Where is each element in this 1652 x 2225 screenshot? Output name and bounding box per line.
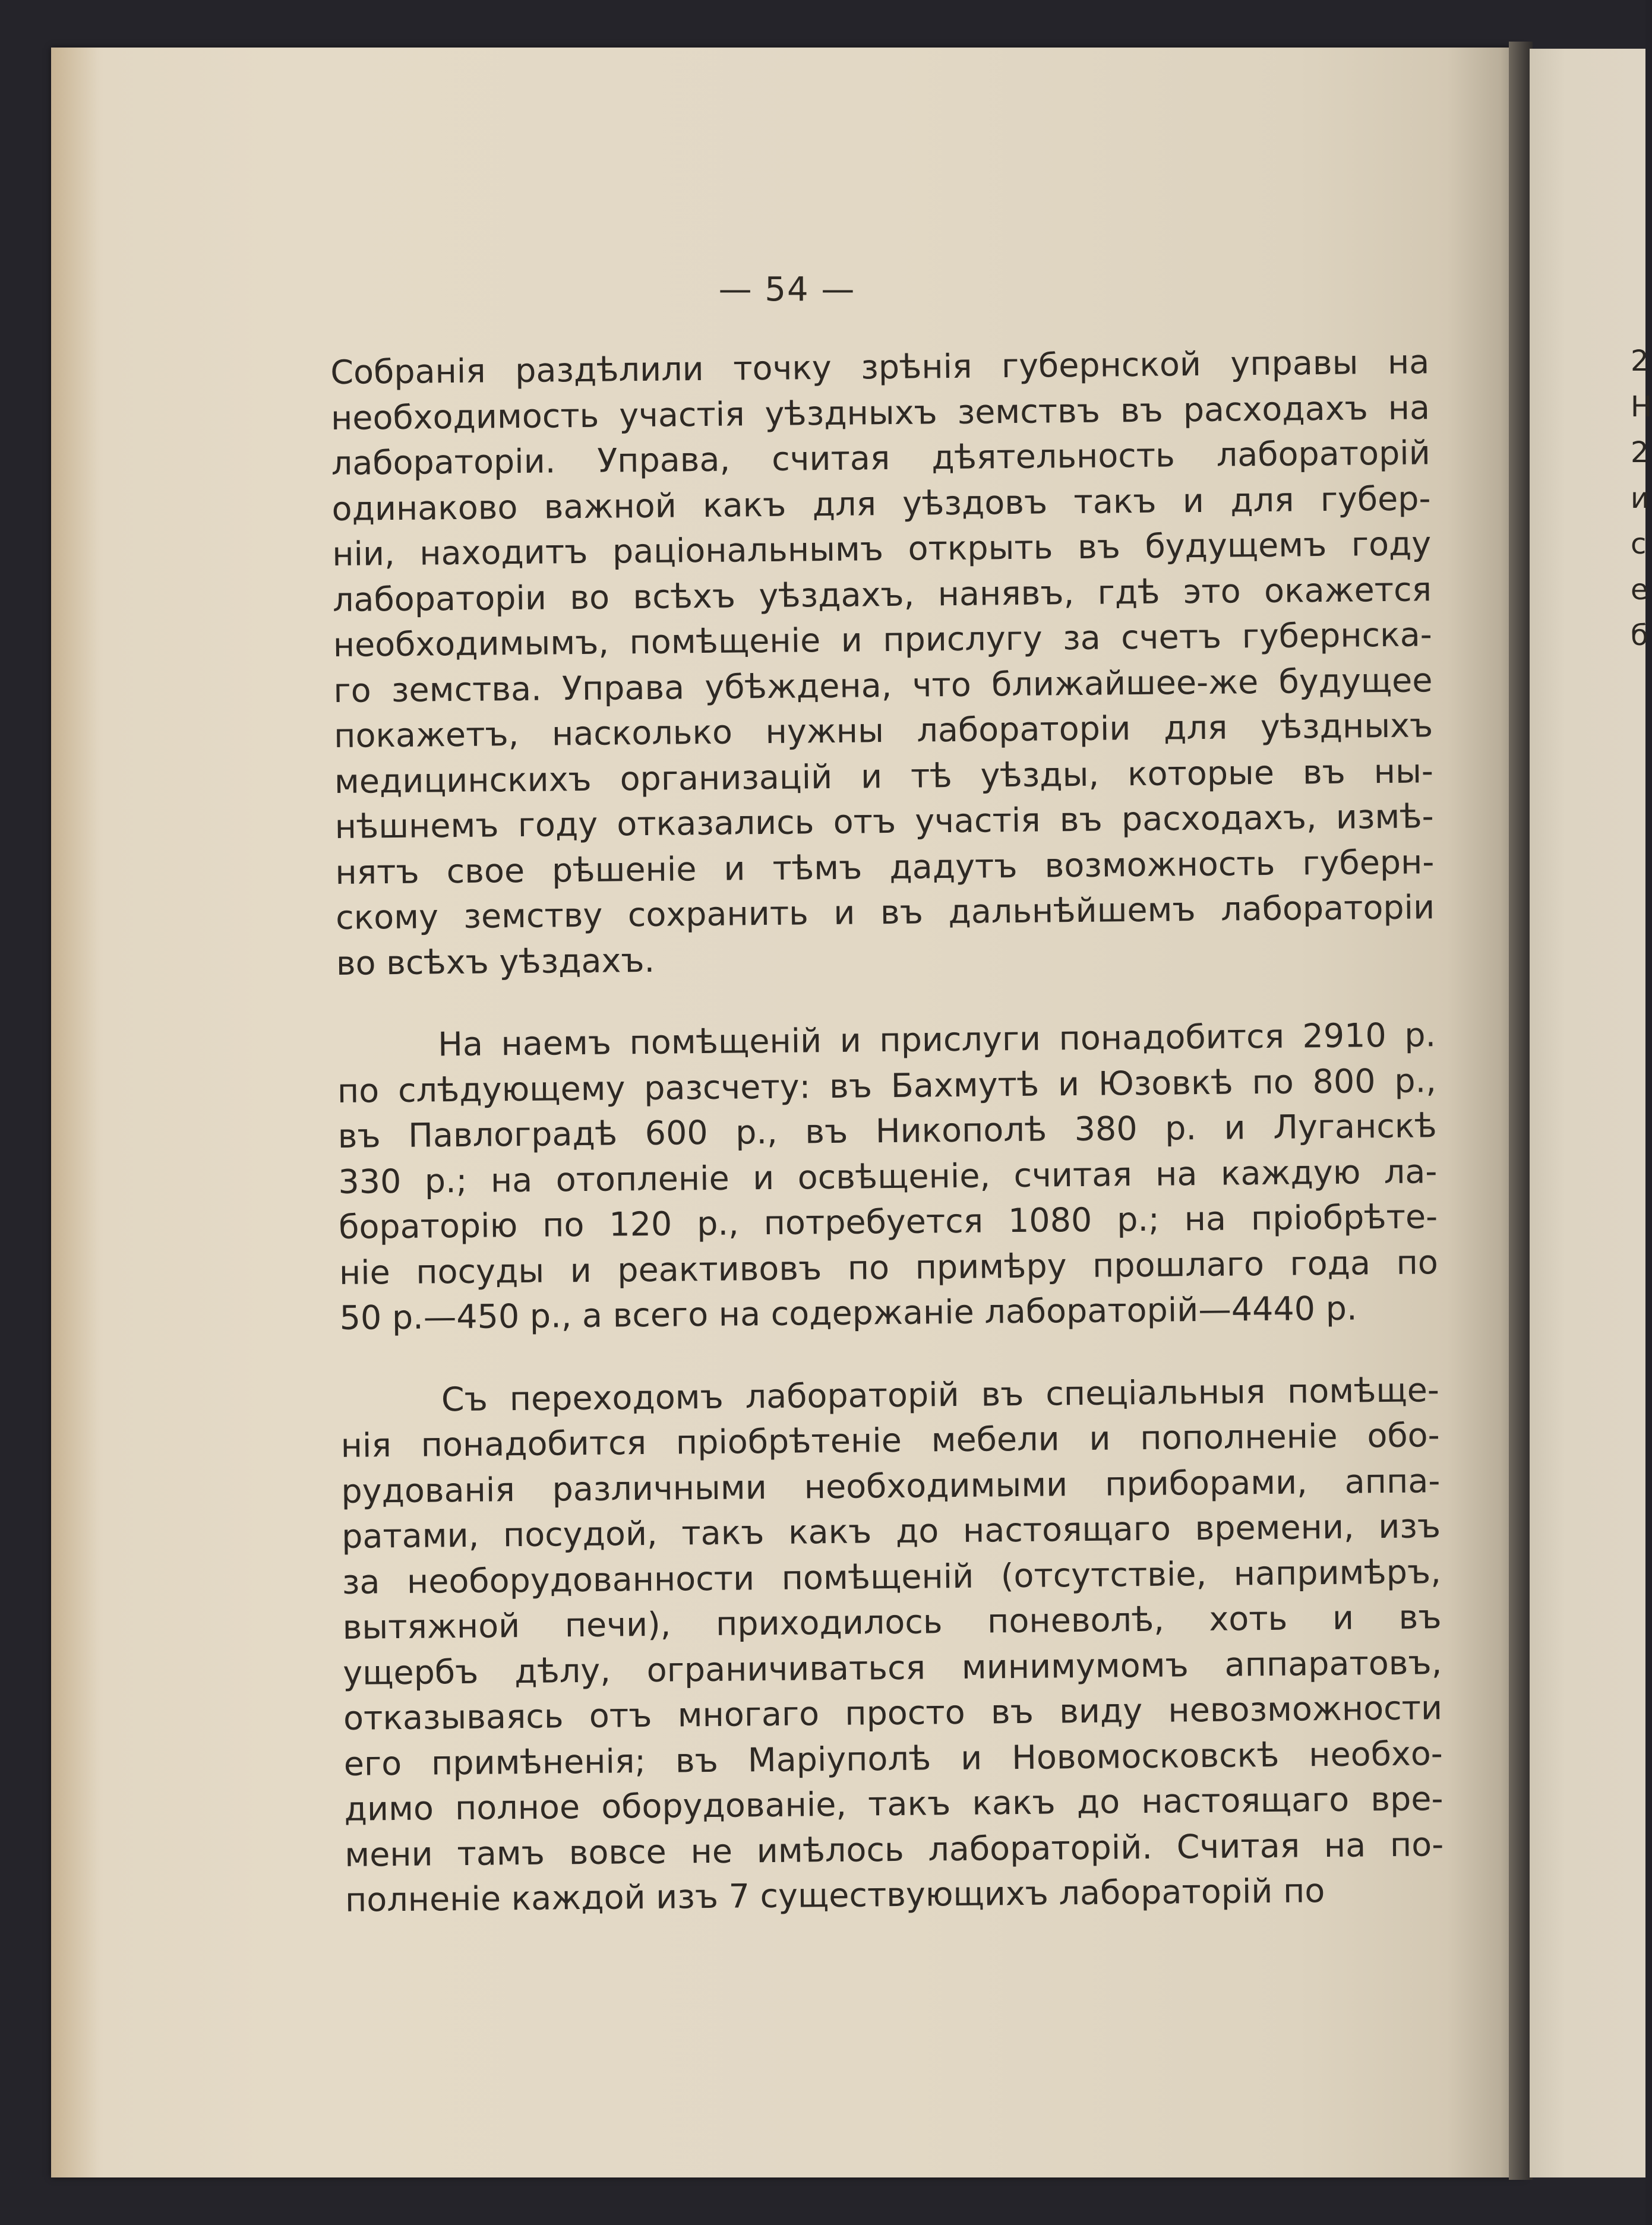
text-line: ніе посуды и реактивовъ по примѣру прошлаго года по	[339, 1243, 1439, 1292]
text-line: его примѣненія; въ Маріуполѣ и Новомосковскѣ необхо-	[343, 1734, 1443, 1784]
text-line: необходимость участія уѣздныхъ земствъ въ расходахъ на	[330, 388, 1430, 438]
text-line: одинаково важной какъ для уѣздовъ такъ и для губер-	[331, 479, 1431, 529]
text-line: мени тамъ вовсе не имѣлось лабораторій. Считая на по-	[345, 1825, 1444, 1875]
text-line: по слѣдующему разсчету: въ Бахмутѣ и Юзовкѣ по 800 р.,	[337, 1061, 1437, 1111]
text-line: за необорудованности помѣщеній (отсутствіе, напримѣръ,	[342, 1552, 1442, 1602]
text-line: необходимымъ, помѣщеніе и прислугу за счетъ губернска-	[333, 615, 1432, 665]
text-line: Съ переходомъ лабораторій въ спеціальныя помѣще-	[441, 1370, 1440, 1419]
paragraph	[337, 1013, 1439, 1341]
text-line: ніи, находитъ раціональнымъ открыть въ будущемъ году	[331, 524, 1432, 574]
text-line: лабораторіи. Управа, считая дѣятельность лабораторій	[331, 434, 1431, 483]
text-line: скому земству сохранить и въ дальнѣйшемъ лабораторіи	[335, 888, 1435, 937]
text-line: На наемъ помѣщеній и прислуги понадобится 2910 р.	[437, 1016, 1436, 1064]
paragraph	[340, 1368, 1445, 1924]
next-page-fragment: е	[1631, 573, 1648, 606]
book-gutter	[1509, 42, 1533, 2180]
text-line: отказываясь отъ многаго просто въ виду невозможности	[343, 1689, 1443, 1738]
page-number: — 54 —	[718, 270, 856, 309]
text-line: покажетъ, насколько нужны лабораторіи для уѣздныхъ	[333, 706, 1433, 756]
text-line: вытяжной печи), приходилось поневолѣ, хоть и въ	[342, 1598, 1442, 1647]
paragraph	[330, 340, 1435, 987]
text-line: 330 р.; на отопленіе и освѣщеніе, считая на каждую ла-	[338, 1152, 1438, 1202]
text-line: во всѣхъ уѣздахъ.	[336, 941, 655, 983]
text-line: бораторію по 120 р., потребуется 1080 р.; на пріобрѣте-	[338, 1197, 1438, 1247]
text-line: рудованія различными необходимыми приборами, аппа-	[341, 1461, 1441, 1511]
text-line: нятъ свое рѣшеніе и тѣмъ дадутъ возможность губерн-	[335, 842, 1435, 892]
next-page-fragment: 2	[1631, 345, 1649, 378]
text-line: нія понадобится пріобрѣтеніе мебели и пополненіе обо-	[340, 1416, 1440, 1465]
text-line: ратами, посудой, такъ какъ до настоящаго времени, изъ	[341, 1507, 1441, 1556]
text-line: го земства. Управа убѣждена, что ближайшее-же будущее	[333, 660, 1433, 710]
next-page-edge	[1530, 49, 1652, 2177]
text-line: въ Павлоградѣ 600 р., въ Никополѣ 380 р. и Луганскѣ	[337, 1107, 1437, 1156]
text-line: ущербъ дѣлу, ограничиваться минимумомъ аппаратовъ,	[343, 1643, 1442, 1693]
next-page-fragment: Н	[1631, 390, 1652, 423]
text-line: димо полное оборудованіе, такъ какъ до настоящаго вре-	[344, 1780, 1443, 1829]
text-line: нѣшнемъ году отказались отъ участія въ расходахъ, измѣ-	[334, 797, 1434, 846]
text-line: полненіе каждой изъ 7 существующихъ лабораторій по	[345, 1872, 1325, 1920]
text-line: лабораторіи во всѣхъ уѣздахъ, нанявъ, гдѣ это окажется	[332, 570, 1432, 620]
text-line: Собранія раздѣлили точку зрѣнія губернской управы на	[330, 343, 1430, 392]
page-edge-shading	[51, 48, 99, 2177]
next-page-fragment: 2	[1631, 436, 1649, 469]
next-page-fragment: б	[1631, 619, 1648, 652]
text-line: 50 р.—450 р., а всего на содержаніе лабораторій—4440 р.	[339, 1289, 1357, 1338]
next-page-fragment: с	[1631, 527, 1647, 561]
body-text	[330, 340, 1444, 1923]
next-page-fragment: и	[1631, 482, 1650, 515]
text-line: медицинскихъ организацій и тѣ уѣзды, которые въ ны-	[334, 751, 1434, 801]
